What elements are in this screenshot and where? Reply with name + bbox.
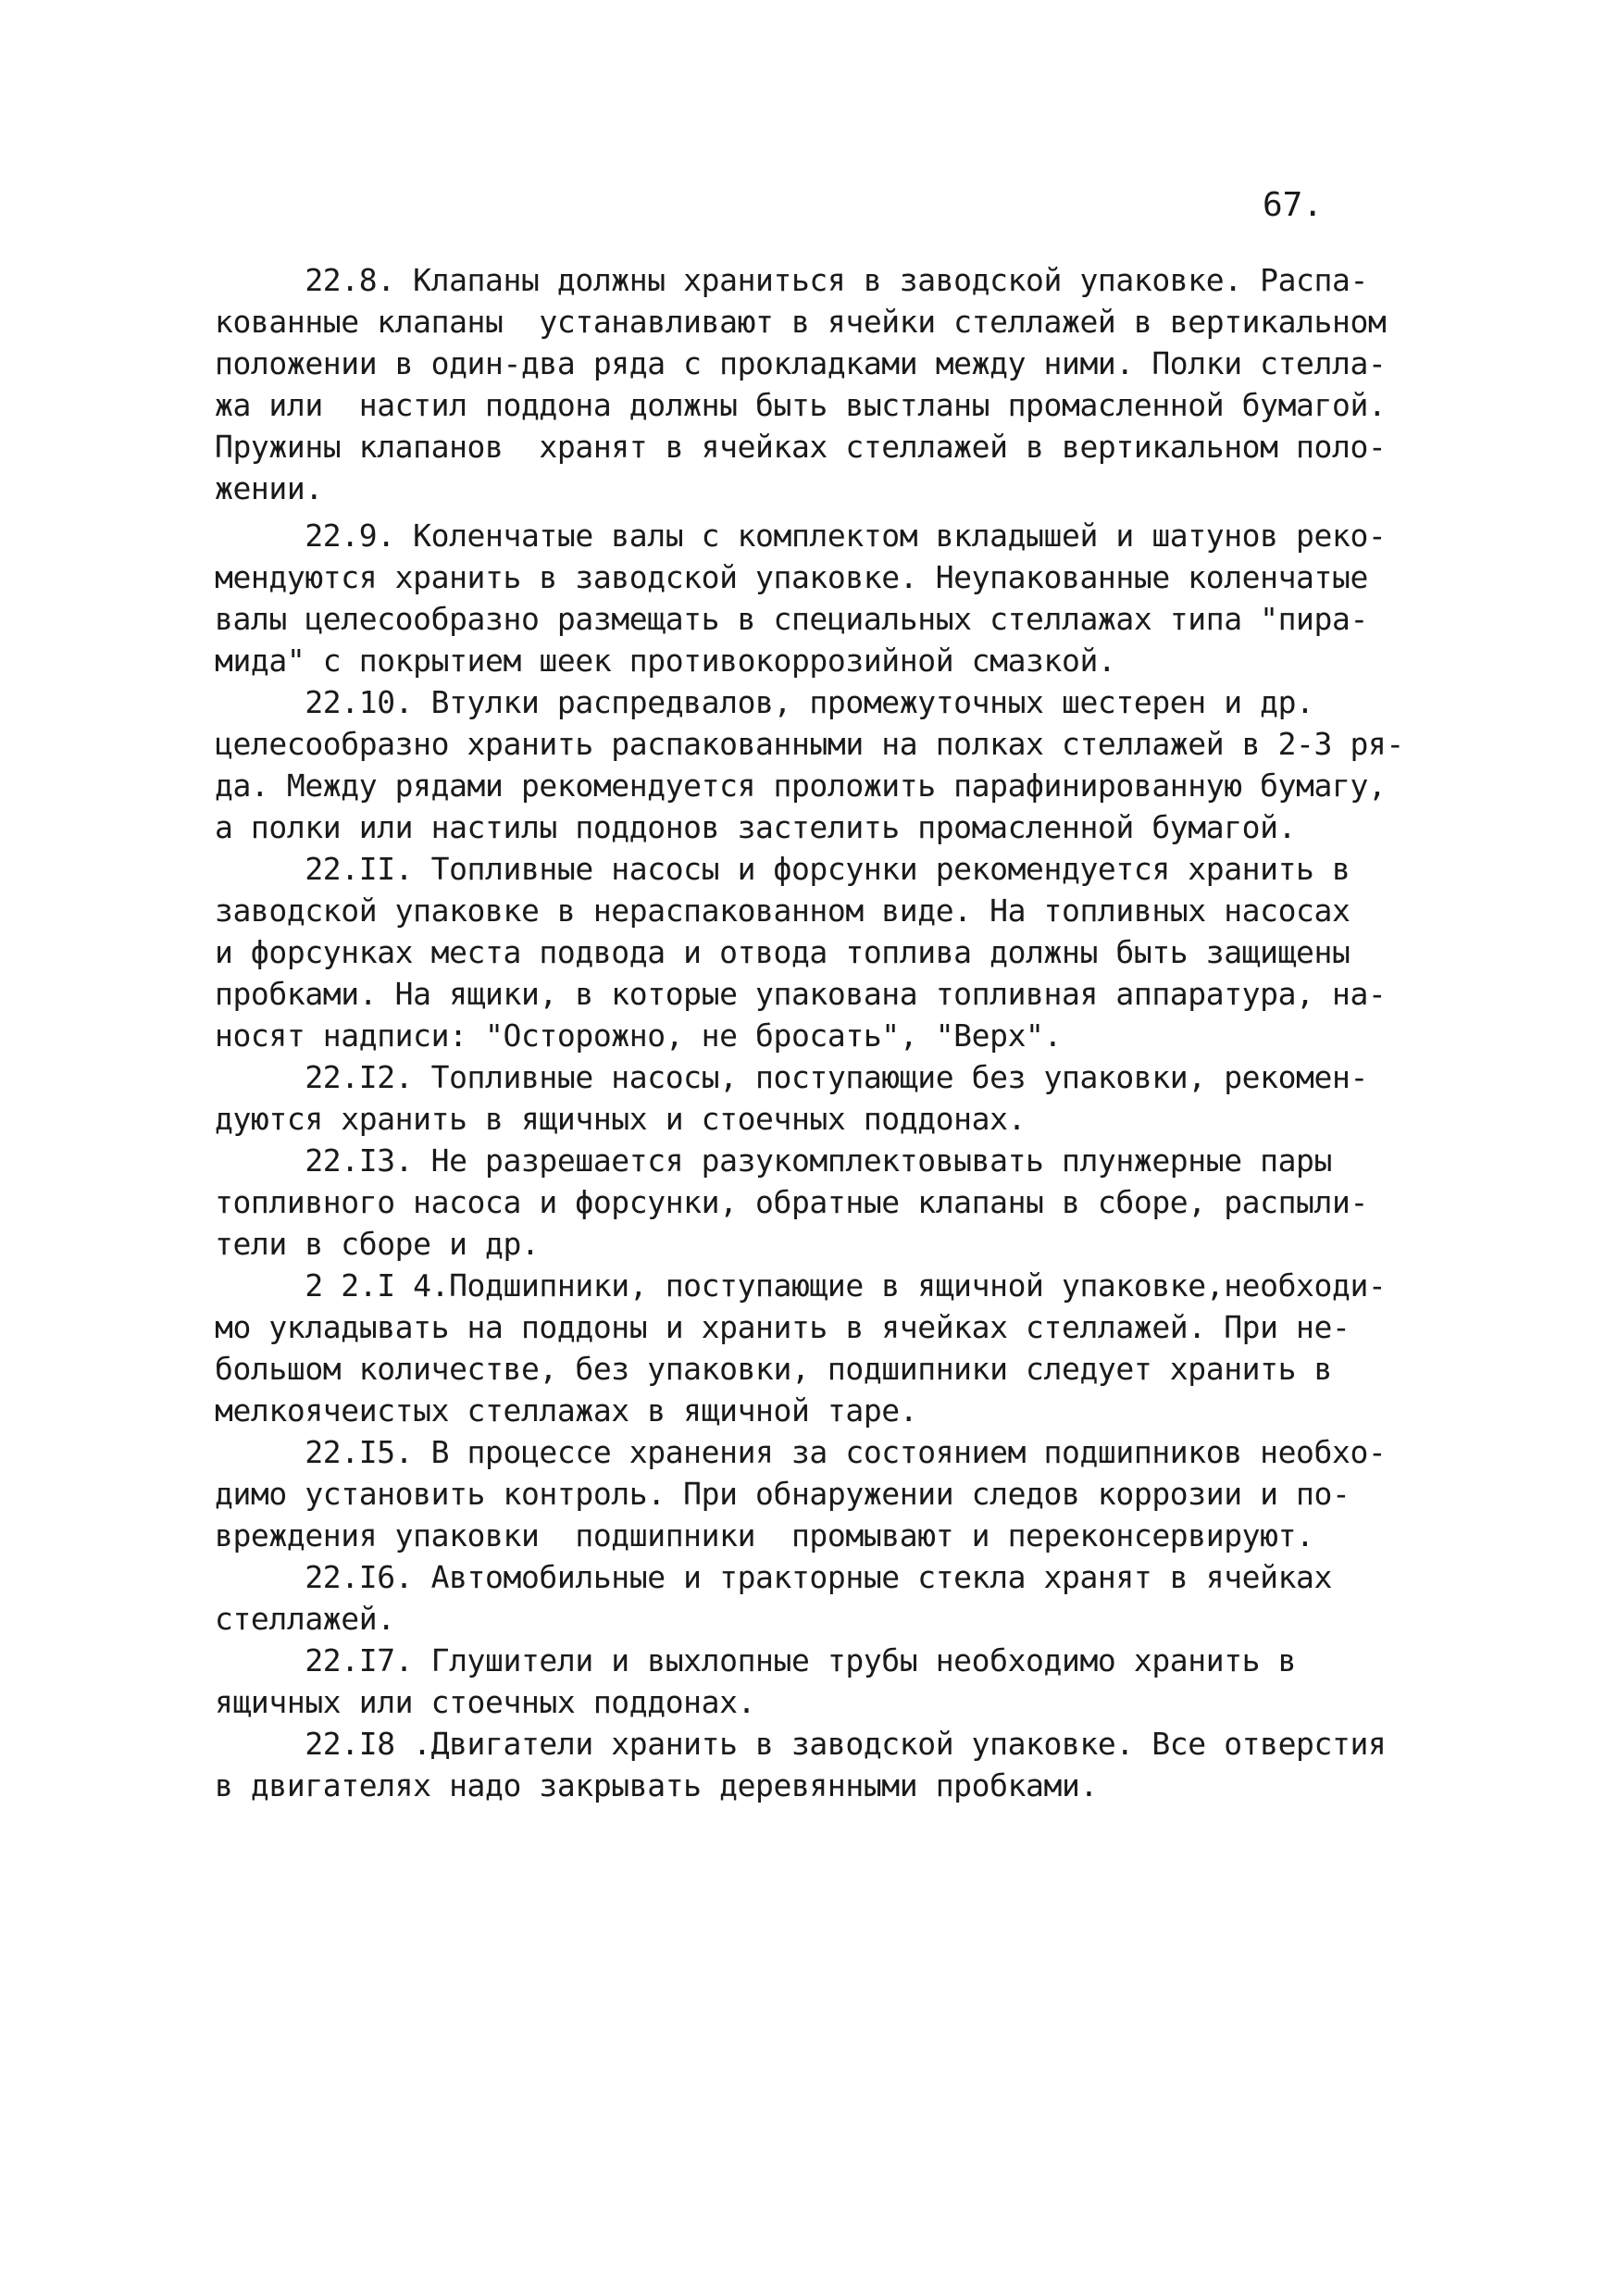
text-line: жа или настил поддона должны быть выстланы промасленной бумагой.	[215, 387, 1387, 423]
text-line: и форсунках места подвода и отвода топлива должны быть защищены	[215, 934, 1350, 970]
text-line: да. Между рядами рекомендуется проложить парафинированную бумагу,	[215, 767, 1387, 804]
text-line: димо установить контроль. При обнаружении следов коррозии и по-	[215, 1476, 1350, 1512]
text-line: 22.I7. Глушители и выхлопные трубы необходимо хранить в	[215, 1642, 1297, 1678]
text-line: а полки или настилы поддонов застелить промасленной бумагой.	[215, 809, 1297, 845]
text-line: стеллажей.	[215, 1601, 395, 1637]
text-line: заводской упаковке в нераспакованном виде. На топливных насосах	[215, 892, 1350, 929]
text-line: ящичных или стоечных поддонах.	[215, 1684, 756, 1720]
text-line: валы целесообразно размещать в специальных стеллажах типа "пира-	[215, 601, 1368, 637]
text-line: 22.I2. Топливные насосы, поступающие без упаковки, рекомен-	[215, 1059, 1368, 1095]
text-line: пробками. На ящики, в которые упакована топливная аппаратура, на-	[215, 976, 1387, 1012]
text-line: 22.I8 .Двигатели хранить в заводской упаковке. Все отверстия	[215, 1726, 1387, 1762]
text-line: 22.9. Коленчатые валы с комплектом вкладышей и шатунов реко-	[215, 518, 1387, 554]
text-line: вреждения упаковки подшипники промывают и переконсервируют.	[215, 1517, 1314, 1554]
text-line: 22.8. Клапаны должны храниться в заводской упаковке. Распа-	[215, 262, 1368, 298]
text-line: жении.	[215, 470, 323, 506]
text-line: 22.I5. В процессе хранения за состоянием подшипников необхо-	[215, 1434, 1387, 1470]
text-line: большом количестве, без упаковки, подшипники следует хранить в	[215, 1351, 1332, 1387]
text-line: топливного насоса и форсунки, обратные клапаны в сборе, распыли-	[215, 1184, 1368, 1220]
text-line: в двигателях надо закрывать деревянными пробками.	[215, 1767, 1098, 1803]
text-line: носят надписи: "Осторожно, не бросать", "Верх".	[215, 1017, 1062, 1054]
text-line: кованные клапаны устанавливают в ячейки стеллажей в вертикальном	[215, 304, 1387, 340]
text-line: мелкоячеистых стеллажах в ящичной таре.	[215, 1392, 918, 1429]
text-line: Пружины клапанов хранят в ячейках стеллажей в вертикальном поло-	[215, 429, 1387, 465]
text-line: мендуются хранить в заводской упаковке. Неупакованные коленчатые	[215, 559, 1368, 595]
text-line: 2 2.I 4.Подшипники, поступающие в ящичной упаковке,необходи-	[215, 1267, 1387, 1304]
text-line: мида" с покрытием шеек противокоррозийной смазкой.	[215, 643, 1116, 679]
text-line: мо укладывать на поддоны и хранить в ячейках стеллажей. При не-	[215, 1309, 1350, 1345]
text-line: тели в сборе и др.	[215, 1226, 540, 1262]
body-text	[215, 259, 1427, 1806]
text-line: 22.II. Топливные насосы и форсунки рекомендуется хранить в	[215, 851, 1350, 887]
text-line: 22.I3. Не разрешается разукомплектовывать плунжерные пары	[215, 1142, 1332, 1179]
text-line: целесообразно хранить распакованными на полках стеллажей в 2-3 ря-	[215, 726, 1404, 762]
text-line: положении в один-два ряда с прокладками между ними. Полки стелла-	[215, 345, 1387, 381]
text-line: дуются хранить в ящичных и стоечных поддонах.	[215, 1101, 1027, 1137]
text-line: 22.10. Втулки распредвалов, промежуточных шестерен и др.	[215, 684, 1314, 720]
page-number: 67.	[1263, 186, 1324, 224]
text-line: 22.I6. Автомобильные и тракторные стекла хранят в ячейках	[215, 1559, 1332, 1595]
